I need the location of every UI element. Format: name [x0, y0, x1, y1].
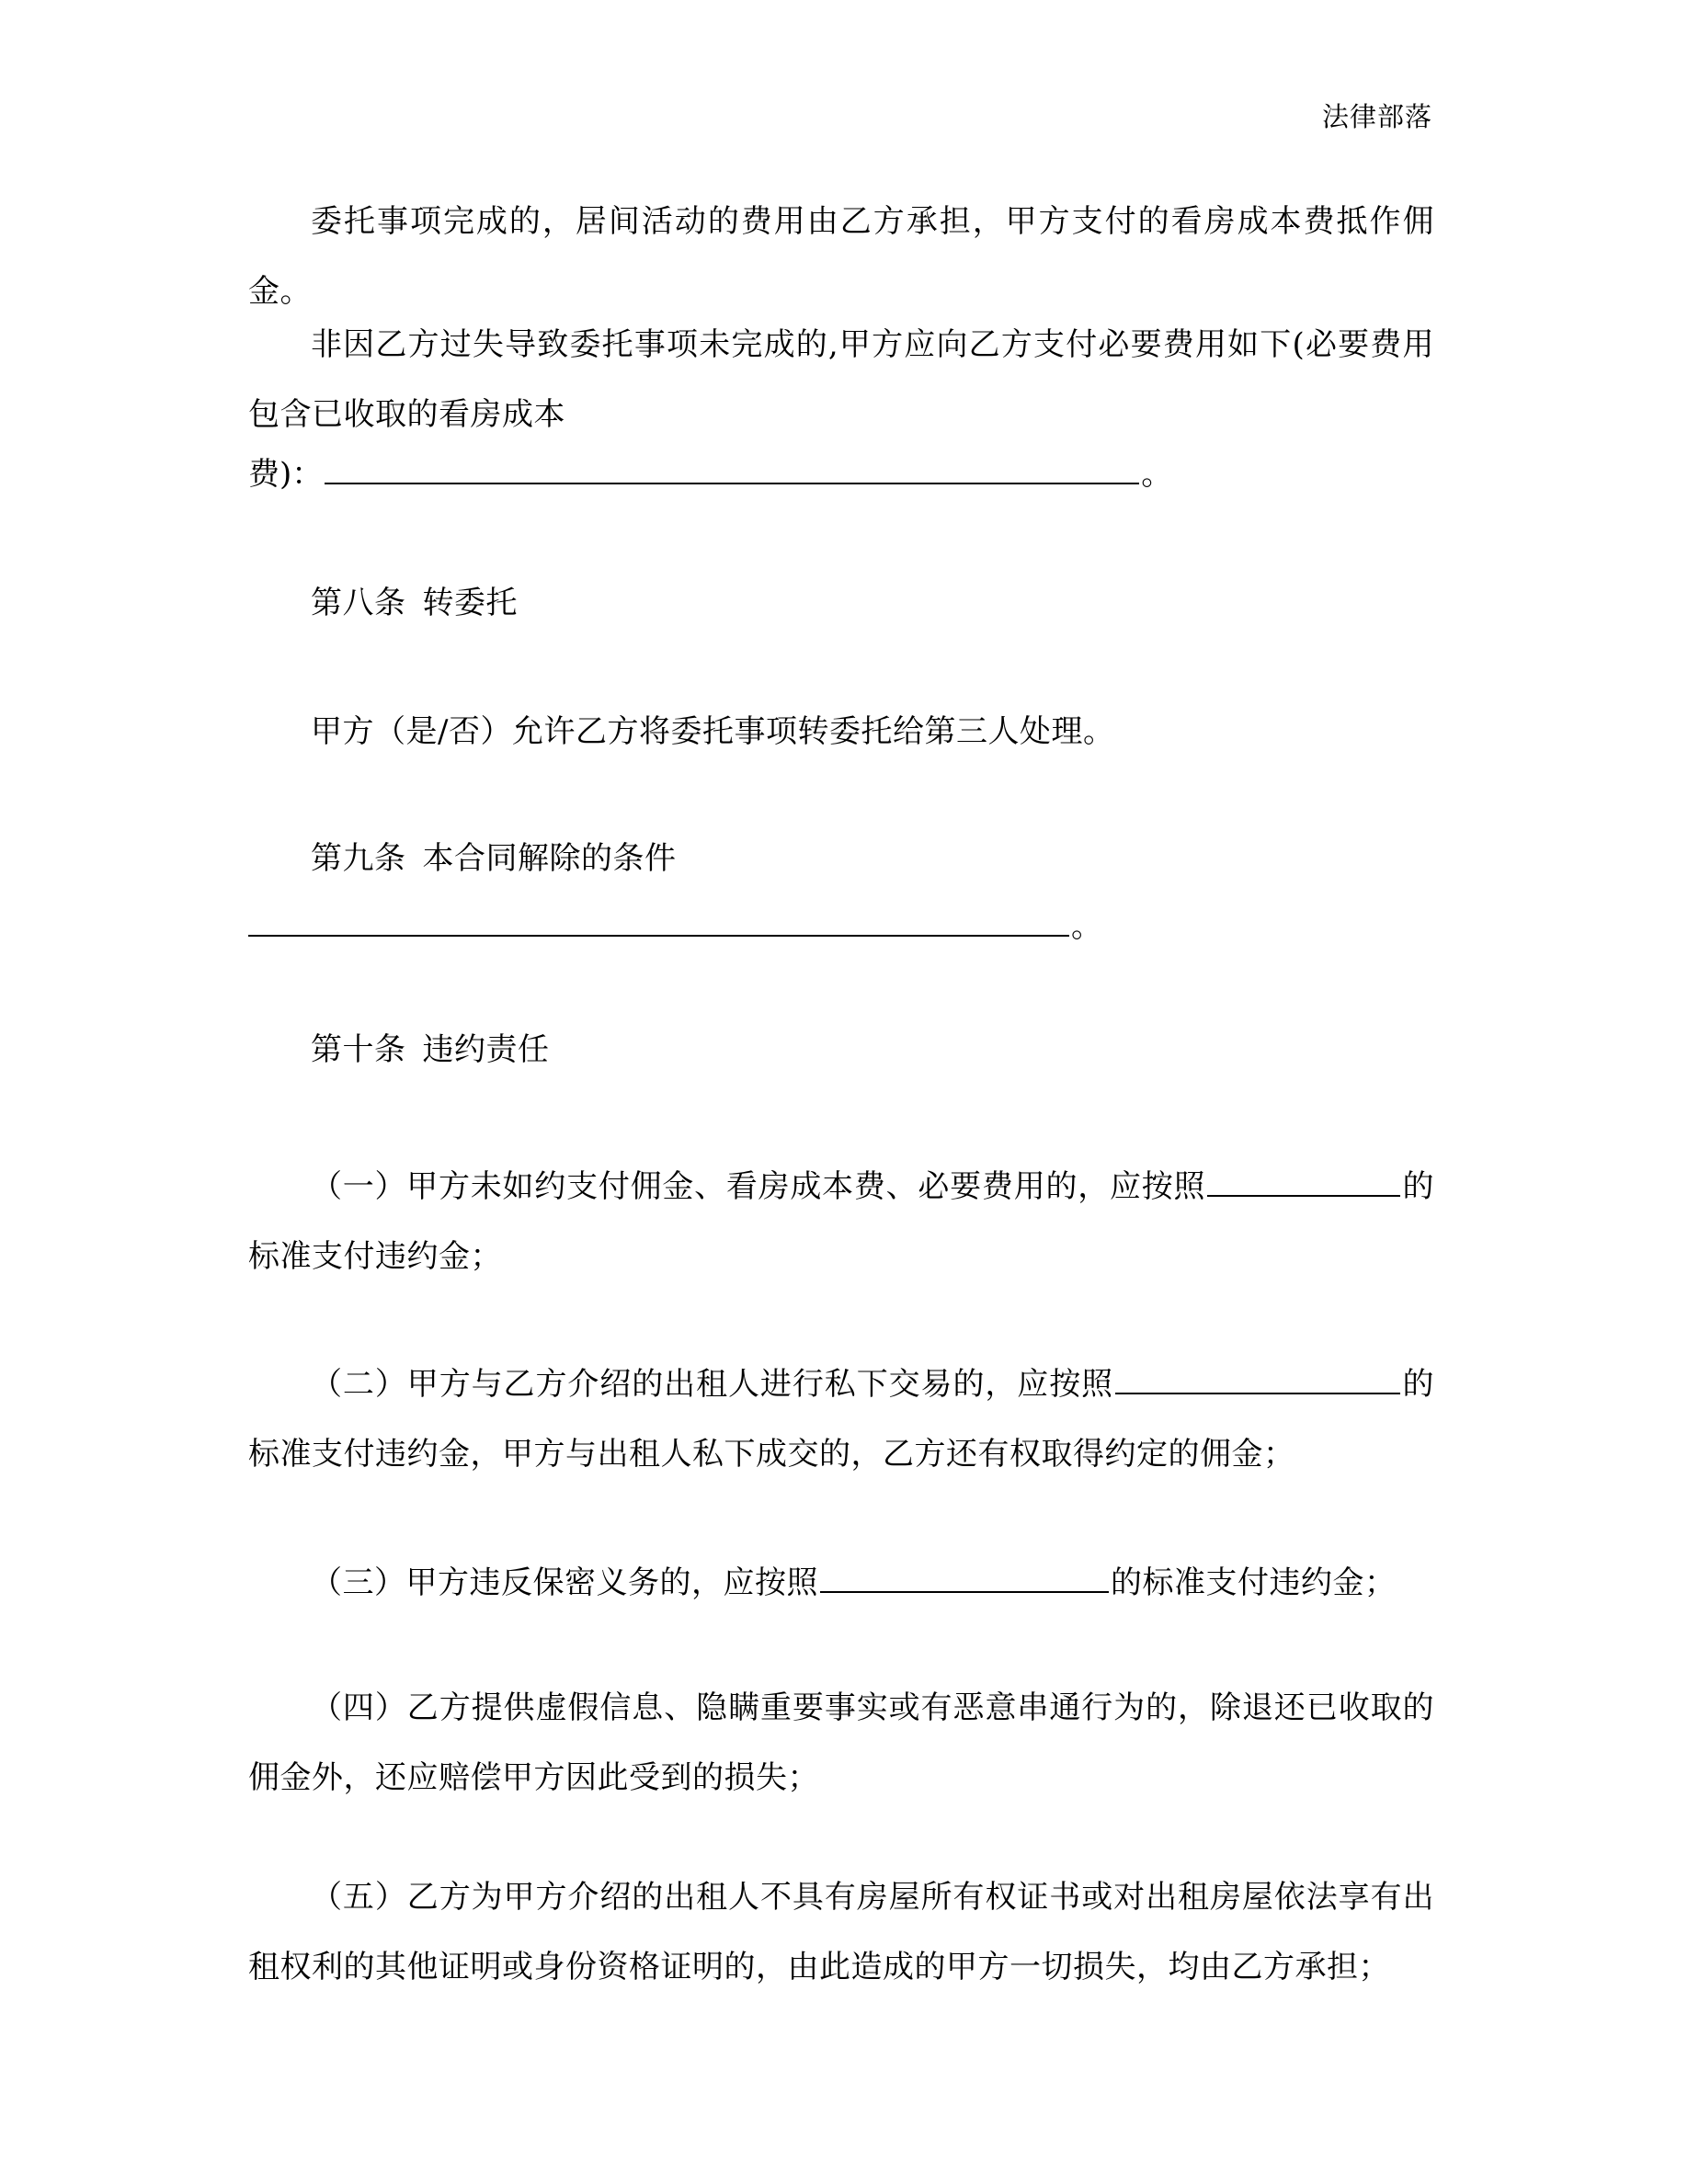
liability-item-2-prefix: （二）甲方与乙方介绍的出租人进行私下交易的，应按照 — [311, 1366, 1114, 1403]
article-8-content: 甲方（是/否）允许乙方将委托事项转委托给第三人处理。 — [311, 713, 1115, 750]
liability-item-1-prefix: （一）甲方未如约支付佣金、看房成本费、必要费用的，应按照 — [311, 1168, 1206, 1205]
paragraph-necessary-fees: 非因乙方过失导致委托事项未完成的,甲方应向乙方支付必要费用如下(必要费用包含已收取的看房成本 — [248, 326, 1434, 433]
necessary-fees-prefix: 费)： — [248, 456, 324, 493]
liability-item-3-prefix: （三）甲方违反保密义务的，应按照 — [311, 1564, 818, 1601]
liability-item-1-suffix: 的标准支付违约金； — [248, 1168, 1435, 1275]
liability-item-2-blank[interactable] — [1115, 1367, 1400, 1394]
liability-item-1 — [248, 1152, 1434, 1291]
necessary-fees-blank-line — [248, 456, 1172, 493]
termination-conditions-line — [248, 908, 1102, 945]
paragraph-commission-completed: 委托事项完成的，居间活动的费用由乙方承担，甲方支付的看房成本费抵作佣金。 — [248, 203, 1434, 310]
liability-item-2-suffix: 的标准支付违约金，甲方与出租人私下成交的，乙方还有权取得约定的佣金； — [248, 1366, 1435, 1473]
liability-item-1-blank[interactable] — [1207, 1169, 1400, 1197]
article-9-title: 本合同解除的条件 — [422, 840, 677, 877]
article-10-number: 第十条 — [311, 1031, 406, 1068]
liability-item-2 — [248, 1349, 1434, 1489]
liability-item-3 — [248, 1548, 1434, 1618]
article-8-number: 第八条 — [311, 585, 406, 621]
article-8-title: 转委托 — [422, 585, 518, 621]
article-8-heading — [248, 585, 518, 621]
liability-item-4: （四）乙方提供虚假信息、隐瞒重要事实或有恶意串通行为的，除退还已收取的佣金外，还应赔偿甲方因此受到的损失； — [248, 1689, 1434, 1796]
article-9-number: 第九条 — [311, 840, 406, 877]
liability-item-3-blank[interactable] — [820, 1565, 1109, 1593]
liability-item-5: （五）乙方为甲方介绍的出租人不具有房屋所有权证书或对出租房屋依法享有出租权利的其他证明或身份资格证明的，由此造成的甲方一切损失，均由乙方承担； — [248, 1879, 1434, 1985]
article-10-heading — [248, 1031, 550, 1068]
header-source-label: 法律部落 — [1321, 101, 1432, 132]
liability-item-3-suffix: 的标准支付违约金； — [1111, 1564, 1397, 1601]
termination-conditions-blank[interactable] — [248, 909, 1069, 937]
necessary-fees-blank[interactable] — [325, 457, 1139, 484]
necessary-fees-suffix: 。 — [1141, 456, 1173, 493]
termination-conditions-suffix: 。 — [1071, 908, 1102, 945]
article-9-heading — [248, 840, 677, 877]
article-10-title: 违约责任 — [422, 1031, 550, 1068]
